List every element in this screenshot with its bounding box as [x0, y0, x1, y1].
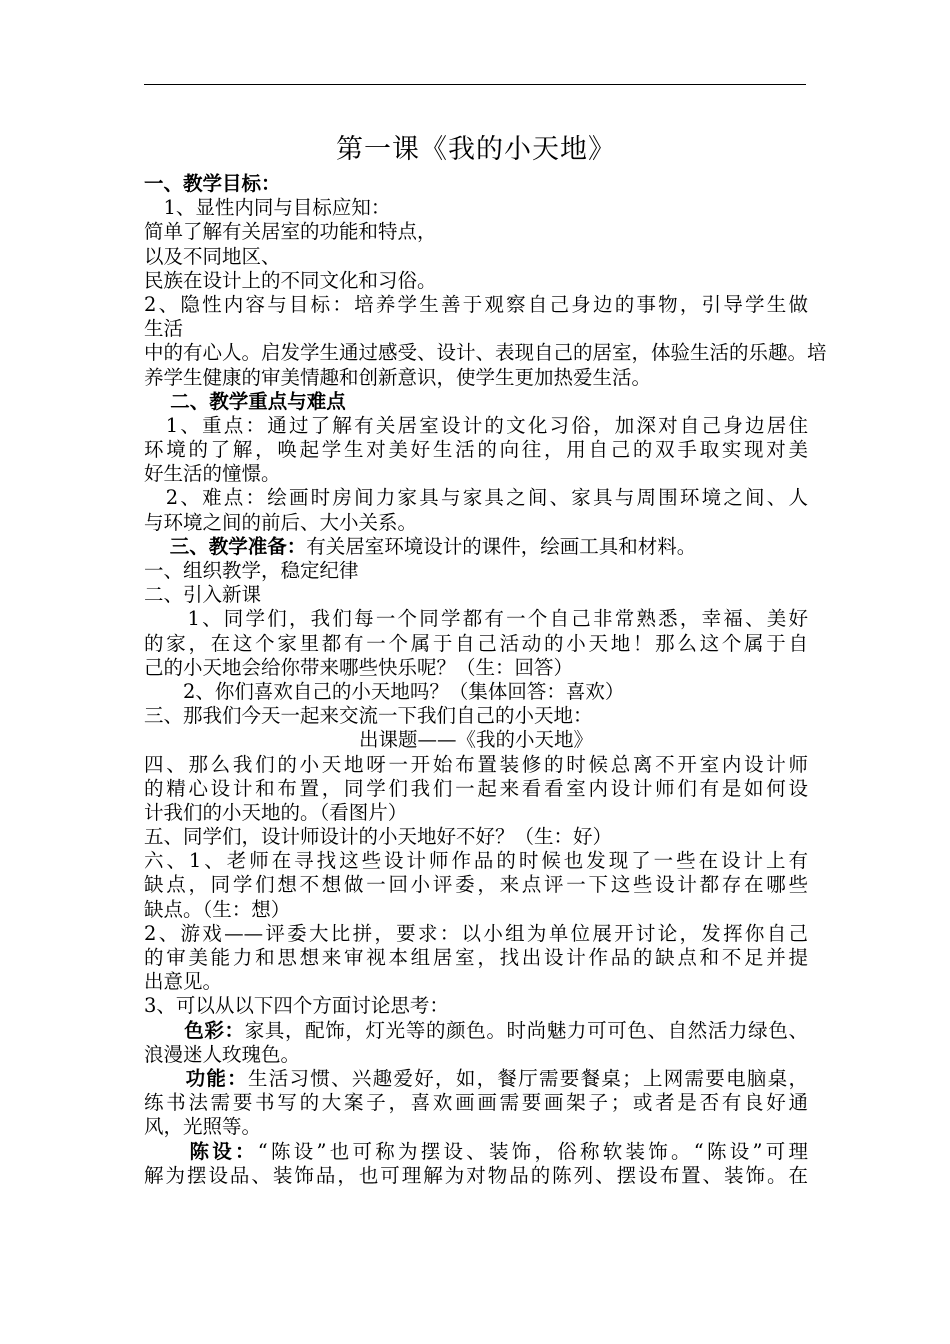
page-title: 第一课《我的小天地》 [336, 134, 616, 165]
text-line: 生活 [144, 317, 184, 341]
text-line [144, 1067, 808, 1091]
line-indent [144, 1140, 190, 1163]
text-line: 的家，在这个家里都有一个属于自己活动的小天地！那么这个属于自 [144, 631, 808, 655]
text-line: 环境的了解，唤起学生对美好生活的向往，用自己的双手取实现对美 [144, 438, 808, 462]
text-line: 中的有心人。启发学生通过感受、设计、表现自己的居室，体验生活的乐趣。培 [144, 341, 827, 365]
text-line [144, 1019, 808, 1043]
text-line: 己的小天地会给你带来哪些快乐呢？（生：回答） [144, 655, 574, 679]
document-body [144, 130, 827, 1188]
line-text: “陈设”也可称为摆设、装饰，俗称软装饰。“陈设”可理 [257, 1139, 808, 1163]
bold-label: 陈设： [189, 1139, 258, 1163]
text-line: 与环境之间的前后、大小关系。 [144, 510, 418, 534]
text-line: 好生活的憧憬。 [144, 462, 281, 486]
text-line [144, 535, 808, 559]
line-text: 有关居室环境设计的课件，绘画工具和材料。 [306, 534, 697, 558]
text-lines [144, 172, 827, 1188]
text-line: 的审美能力和思想来审视本组居室，找出设计作品的缺点和不足并提 [144, 946, 808, 969]
text-line: 浪漫迷人玫瑰色。 [144, 1042, 301, 1066]
text-line: 以及不同地区、 [144, 244, 281, 268]
text-line: 缺点，同学们想不想做一回小评委，来点评一下这些设计都存在哪些 [144, 873, 808, 897]
line-indent [144, 1019, 184, 1042]
line-indent [144, 535, 170, 558]
text-line: 2、隐性内容与目标：培养学生善于观察自己身边的事物，引导学生做 [144, 292, 808, 316]
text-line: 计我们的小天地的。（看图片） [144, 800, 408, 824]
line-text: 家具，配饰，灯光等的颜色。时尚魅力可可色、自然活力绿色、 [244, 1018, 808, 1042]
text-line: 五、同学们，设计师设计的小天地好不好？（生：好） [144, 825, 613, 849]
text-line: 3、可以从以下四个方面讨论思考： [144, 994, 449, 1018]
text-line: 二、引入新课 [144, 583, 262, 607]
text-line: 2、你们喜欢自己的小天地吗？（集体回答：喜欢） [144, 679, 625, 703]
text-line: 2、难点：绘画时房间力家具与家具之间、家具与周围环境之间、人 [144, 486, 808, 510]
text-line: 二、教学重点与难点 [144, 389, 346, 413]
text-line [144, 1140, 808, 1164]
text-line: 简单了解有关居室的功能和特点， [144, 220, 437, 244]
header-rule [144, 84, 806, 85]
text-line: 缺点。（生：想） [144, 897, 291, 921]
line-text: 生活习惯、兴趣爱好，如，餐厅需要餐桌；上网需要电脑桌， [247, 1066, 808, 1090]
text-line: 1、重点：通过了解有关居室设计的文化习俗，加深对自己身边居住 [144, 413, 808, 437]
text-line: 民族在设计上的不同文化和习俗。 [144, 268, 437, 292]
text-line: 四、那么我们的小天地呀一开始布置装修的时候总离不开室内设计师 [144, 752, 808, 776]
bold-label: 功能： [185, 1066, 248, 1090]
text-line: 1、显性内同与目标应知： [144, 196, 391, 220]
text-line: 六、1、老师在寻找这些设计师作品的时候也发现了一些在设计上有 [144, 849, 808, 873]
text-line: 三、那我们今天一起来交流一下我们自己的小天地： [144, 704, 593, 728]
text-line: 的精心设计和布置，同学们我们一起来看看室内设计师们有是如何设 [144, 776, 808, 800]
bold-label: 三、教学准备： [169, 534, 307, 558]
text-line: 1、同学们，我们每一个同学都有一个自己非常熟悉，幸福、美好 [144, 607, 808, 631]
text-line: 出意见。 [144, 970, 223, 994]
text-line: 一、教学目标： [144, 172, 281, 195]
bold-label: 色彩： [184, 1018, 245, 1042]
text-line: 出课题——《我的小天地》 [358, 728, 593, 752]
text-line: 风，光照等。 [144, 1115, 262, 1139]
text-line: 一、组织教学，稳定纪律 [144, 559, 359, 582]
text-line: 2、游戏——评委大比拼，要求：以小组为单位展开讨论，发挥你自己 [144, 921, 808, 945]
text-line: 练书法需要书写的大案子，喜欢画画需要画架子；或者是否有良好通 [144, 1091, 808, 1115]
text-line: 养学生健康的审美情趣和创新意识，使学生更加热爱生活。 [144, 365, 652, 389]
text-line: 解为摆设品、装饰品，也可理解为对物品的陈列、摆设布置、装饰。在 [144, 1163, 808, 1187]
line-indent [144, 1067, 186, 1090]
